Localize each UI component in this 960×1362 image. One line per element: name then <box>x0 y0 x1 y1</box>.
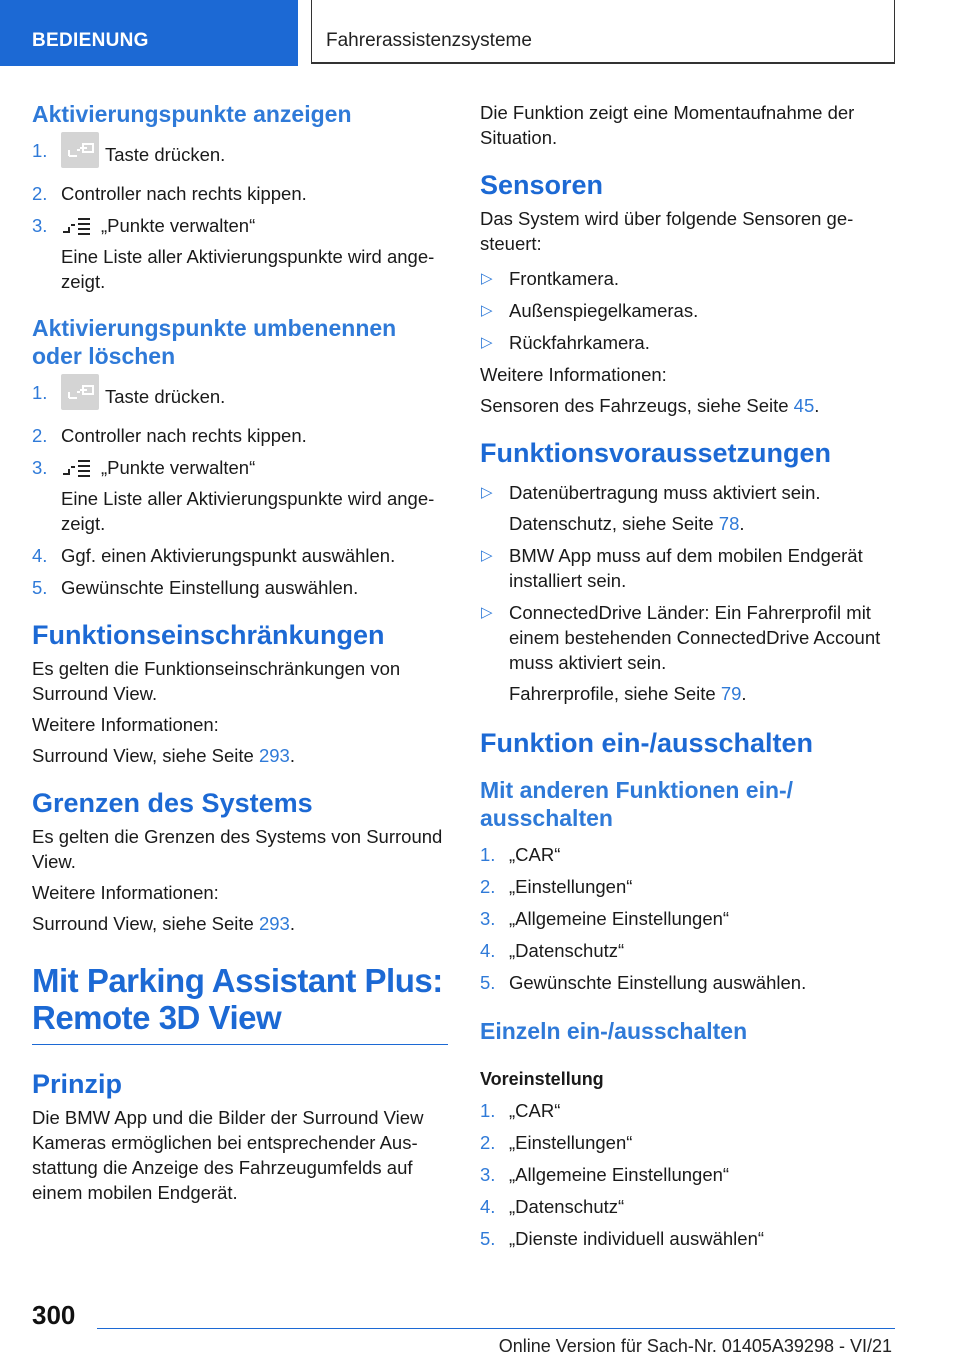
step-number: 3. <box>32 457 48 479</box>
section-tab: BEDIENUNG <box>0 0 298 66</box>
list-item <box>480 1130 900 1155</box>
sensors-ref: Sensoren des Fahrzeugs, siehe Seite 45. <box>480 395 820 416</box>
triangle-bullet-icon: ▷ <box>481 484 493 501</box>
step-number: 1. <box>32 140 48 161</box>
step-text: „Punkte verwalten“ <box>101 215 256 236</box>
page-link[interactable]: 45 <box>793 395 815 416</box>
list-item <box>32 380 448 416</box>
triangle-bullet-icon: ▷ <box>481 547 493 564</box>
limitations-text: Es gelten die Funktionseinschränkungen von Surround View. <box>32 658 401 705</box>
list-item <box>480 1098 900 1123</box>
bullet-text: Frontkamera. <box>509 268 620 289</box>
principle-text: Die BMW App und die Bilder der Surround View Kameras ermöglichen bei entsprechender Ausstattung die Anzeige des Fahrzeugumfelds auf einem mobilen Endgerät. <box>32 1107 424 1204</box>
list-item <box>480 266 900 291</box>
bullet-continuation: Datenschutz, siehe Seite 78. <box>509 513 745 534</box>
list-item <box>32 575 448 600</box>
limitations-more: Weitere Informationen: <box>32 714 219 736</box>
single-steps-list <box>480 1098 900 1251</box>
requirements-list <box>480 480 900 706</box>
step-number: 2. <box>480 876 496 897</box>
sensors-list <box>480 266 900 355</box>
bullet-text: ConnectedDrive Länder: Ein Fahrerprofil mit einem bestehenden ConnectedDrive Account muss aktiviert sein. <box>509 602 881 673</box>
chapter-title: Fahrerassistenzsysteme <box>311 0 895 64</box>
right-column <box>480 100 900 1258</box>
heading-remote-3d-view: Mit Parking Assistant Plus: Remote 3D View <box>32 962 448 1045</box>
step-continuation: Eine Liste aller Aktivierungspunkte wird angezeigt. <box>61 488 435 535</box>
footer-divider <box>97 1328 895 1329</box>
list-item <box>480 543 900 593</box>
list-item <box>480 600 900 706</box>
step-text: „Allgemeine Einstellungen“ <box>509 1164 730 1185</box>
bounds-more: Weitere Informationen: <box>32 882 219 904</box>
list-item <box>480 938 900 963</box>
page-link[interactable]: 78 <box>718 513 740 534</box>
heading-with-other-functions: Mit anderen Funktionen ein-/ ausschalten <box>480 777 794 831</box>
heading-system-bounds: Grenzen des Systems <box>32 788 313 819</box>
ref-text: Fahrerprofile, siehe Seite <box>509 683 716 704</box>
intro-text: Die Funktion zeigt eine Momentaufnahme der Situation. <box>480 102 855 148</box>
triangle-bullet-icon: ▷ <box>481 270 493 287</box>
step-number: 3. <box>480 1164 496 1185</box>
list-item <box>32 455 448 536</box>
bullet-text: Außenspiegelkameras. <box>509 300 699 321</box>
manage-points-icon <box>61 458 97 480</box>
step-number: 1. <box>32 382 48 404</box>
step-text: Gewünschte Einstellung auswählen. <box>61 577 359 599</box>
heading-principle: Prinzip <box>32 1069 123 1100</box>
page-link[interactable]: 293 <box>258 745 290 767</box>
rename-steps-list <box>32 380 448 600</box>
step-text: Taste drücken. <box>105 143 226 165</box>
limitations-ref: Surround View, siehe Seite 293. <box>32 745 295 767</box>
page-header <box>0 0 960 66</box>
step-continuation: Eine Liste aller Aktivierungspunkte wird angezeigt. <box>61 246 435 293</box>
list-item <box>480 480 900 536</box>
step-text: Controller nach rechts kippen. <box>61 183 307 204</box>
step-number: 4. <box>32 545 48 567</box>
list-item <box>480 1162 900 1187</box>
step-text: „Datenschutz“ <box>509 1196 625 1217</box>
list-item <box>480 874 900 899</box>
sensors-more: Weitere Informationen: <box>480 364 667 385</box>
ref-text: Surround View, siehe Seite <box>32 745 254 767</box>
page-number: 300 <box>32 1300 76 1330</box>
page-link[interactable]: 79 <box>720 683 742 704</box>
step-number: 1. <box>480 1100 496 1121</box>
bounds-text: Es gelten die Grenzen des Systems von Surround View. <box>32 826 443 873</box>
triangle-bullet-icon: ▷ <box>481 604 493 621</box>
list-item <box>480 1194 900 1219</box>
step-text: „Datenschutz“ <box>509 940 625 961</box>
list-item <box>32 423 448 448</box>
bullet-text: Datenübertragung muss aktiviert sein. <box>509 482 821 503</box>
list-item <box>480 330 900 355</box>
ref-text: Sensoren des Fahrzeugs, siehe Seite <box>480 395 789 416</box>
step-number: 1. <box>480 844 496 865</box>
camera-button-icon <box>61 374 99 410</box>
preset-label: Voreinstellung <box>480 1069 604 1089</box>
step-text: Gewünschte Einstellung auswählen. <box>509 972 807 993</box>
step-number: 2. <box>32 183 48 204</box>
manage-points-icon <box>61 216 97 238</box>
step-text: „Punkte verwalten“ <box>101 457 256 479</box>
heading-function-onoff: Funktion ein-/ausschalten <box>480 728 814 758</box>
step-text: Controller nach rechts kippen. <box>61 425 307 447</box>
list-item <box>480 970 900 995</box>
step-text: „CAR“ <box>509 844 561 865</box>
list-item <box>32 543 448 568</box>
heading-show-points: Aktivierungspunkte anzeigen <box>32 101 352 127</box>
list-item <box>32 138 448 174</box>
ref-text: Surround View, siehe Seite <box>32 913 254 935</box>
step-text: Taste drücken. <box>105 386 226 407</box>
bullet-text: BMW App muss auf dem mobilen Endgerät installiert sein. <box>509 545 863 591</box>
step-number: 5. <box>480 1228 496 1249</box>
heading-limitations: Funktionseinschränkungen <box>32 620 385 651</box>
list-item <box>480 842 900 867</box>
list-item <box>480 906 900 931</box>
step-number: 4. <box>480 1196 496 1217</box>
step-text: „Allgemeine Einstellungen“ <box>509 908 730 929</box>
sensors-text: Das System wird über folgende Sensoren gesteuert: <box>480 208 854 254</box>
heading-rename-points: Aktivierungspunkte umbenennen oder löschen <box>32 315 397 370</box>
bullet-continuation: Fahrerprofile, siehe Seite 79. <box>509 683 747 704</box>
bounds-ref: Surround View, siehe Seite 293. <box>32 913 295 935</box>
step-text: „Einstellungen“ <box>509 1132 633 1153</box>
list-item <box>32 213 448 294</box>
step-number: 5. <box>32 577 48 599</box>
step-number: 2. <box>480 1132 496 1153</box>
step-text: „CAR“ <box>509 1100 561 1121</box>
list-item <box>32 181 448 206</box>
heading-sensors: Sensoren <box>480 170 604 200</box>
step-number: 4. <box>480 940 496 961</box>
camera-button-icon <box>61 132 99 168</box>
step-text: „Dienste individuell auswählen“ <box>509 1228 765 1249</box>
left-column <box>32 100 448 1211</box>
step-number: 3. <box>480 908 496 929</box>
heading-single-onoff: Einzeln ein-/ausschalten <box>480 1018 748 1044</box>
list-item <box>480 298 900 323</box>
triangle-bullet-icon: ▷ <box>481 302 493 319</box>
page-link[interactable]: 293 <box>258 913 290 935</box>
show-steps-list <box>32 138 448 294</box>
heading-requirements: Funktionsvoraussetzungen <box>480 438 832 468</box>
step-text: Ggf. einen Aktivierungspunkt auswählen. <box>61 545 396 567</box>
step-number: 3. <box>32 215 48 236</box>
step-number: 5. <box>480 972 496 993</box>
with-steps-list <box>480 842 900 995</box>
step-text: „Einstellungen“ <box>509 876 633 897</box>
step-number: 2. <box>32 425 48 447</box>
list-item <box>480 1226 900 1251</box>
footer-version-text: Online Version für Sach-Nr. 01405A39298 - VI/21 <box>498 1336 892 1356</box>
ref-text: Datenschutz, siehe Seite <box>509 513 714 534</box>
triangle-bullet-icon: ▷ <box>481 334 493 351</box>
bullet-text: Rückfahrkamera. <box>509 332 650 353</box>
